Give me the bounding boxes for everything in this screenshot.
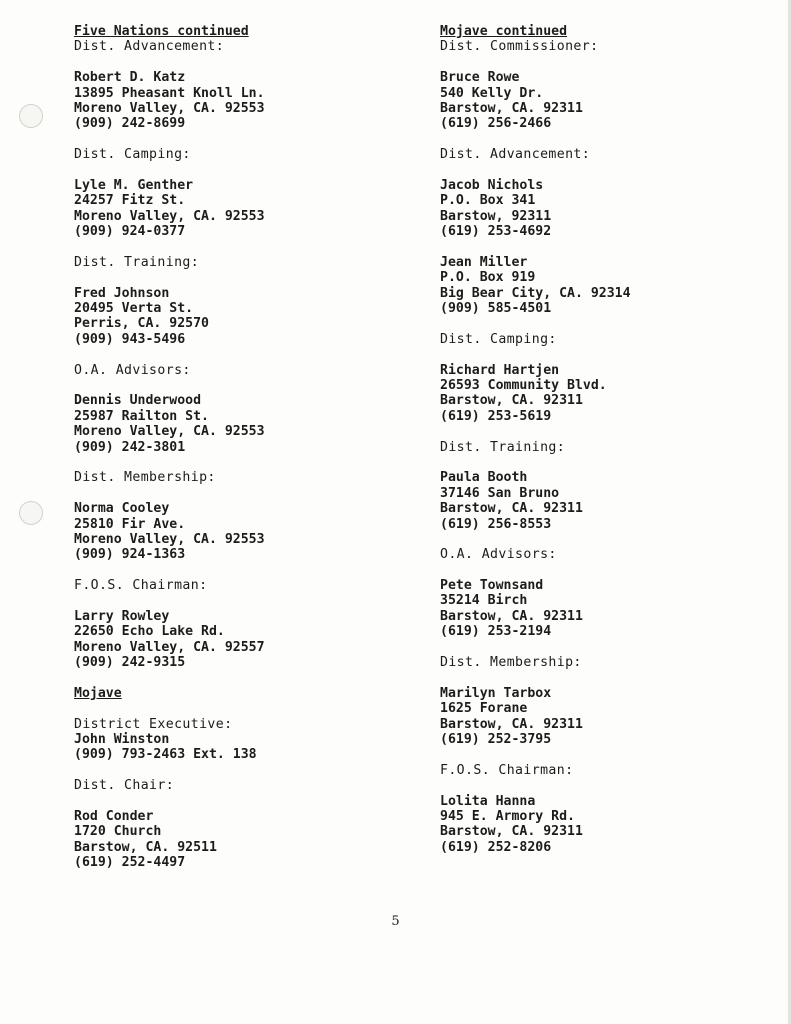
phone-number: (909) 242-9315 bbox=[74, 655, 186, 671]
person-name: Norma Cooley bbox=[74, 501, 170, 517]
blank-line bbox=[74, 563, 404, 578]
address-line: P.O. Box 341 bbox=[440, 193, 536, 209]
blank-line bbox=[440, 563, 770, 578]
role-label: F.O.S. Chairman: bbox=[74, 578, 208, 594]
blank-line bbox=[440, 239, 770, 254]
address-line: 945 E. Armory Rd. bbox=[440, 808, 575, 824]
blank-line bbox=[74, 486, 404, 501]
blank-line bbox=[440, 55, 770, 70]
address-line: 540 Kelly Dr. bbox=[440, 85, 544, 101]
phone-number: (909) 242-8699 bbox=[74, 116, 186, 132]
page-number: 5 bbox=[391, 914, 400, 929]
person-name: Pete Townsand bbox=[440, 578, 544, 594]
phone-number: (909) 924-0377 bbox=[74, 224, 186, 240]
address-line: Barstow, 92311 bbox=[440, 208, 552, 224]
blank-line bbox=[74, 670, 404, 685]
phone-number: (619) 253-5619 bbox=[440, 408, 552, 424]
address-line: 35214 Birch bbox=[440, 593, 528, 609]
address-line: P.O. Box 919 bbox=[440, 270, 536, 286]
address-line: 25987 Railton St. bbox=[74, 408, 209, 424]
address-line: 1720 Church bbox=[74, 824, 162, 840]
address-line: 20495 Verta St. bbox=[74, 301, 194, 317]
phone-number: (619) 252-4497 bbox=[74, 855, 186, 871]
role-label: Dist. Training: bbox=[440, 439, 566, 455]
role-label: District Executive: bbox=[74, 716, 233, 732]
role-label: Dist. Training: bbox=[74, 254, 200, 270]
blank-line bbox=[440, 347, 770, 362]
address-line: Barstow, CA. 92311 bbox=[440, 824, 583, 840]
person-name: Lolita Hanna bbox=[440, 793, 536, 809]
blank-line bbox=[74, 270, 404, 285]
blank-line bbox=[440, 424, 770, 439]
person-name: Dennis Underwood bbox=[74, 393, 202, 409]
address-line: 25810 Fir Ave. bbox=[74, 516, 186, 532]
punch-hole bbox=[19, 104, 43, 128]
address-line: Moreno Valley, CA. 92553 bbox=[74, 100, 265, 116]
address-line: Moreno Valley, CA. 92553 bbox=[74, 424, 265, 440]
role-label: Dist. Camping: bbox=[74, 147, 191, 163]
role-label: Dist. Membership: bbox=[440, 655, 582, 671]
blank-line bbox=[74, 763, 404, 778]
blank-line bbox=[440, 455, 770, 470]
address-line: 13895 Pheasant Knoll Ln. bbox=[74, 85, 265, 101]
phone-number: (909) 943-5496 bbox=[74, 331, 186, 347]
blank-line bbox=[74, 163, 404, 178]
address-line: Barstow, CA. 92311 bbox=[440, 501, 583, 517]
section-heading: Five Nations continued bbox=[74, 24, 249, 39]
section-heading: Mojave bbox=[74, 685, 122, 701]
blank-line bbox=[440, 132, 770, 147]
address-line: Big Bear City, CA. 92314 bbox=[440, 285, 631, 301]
address-line: Barstow, CA. 92511 bbox=[74, 839, 217, 855]
role-label: F.O.S. Chairman: bbox=[440, 762, 574, 778]
blank-line bbox=[74, 701, 404, 716]
address-line: 1625 Forane bbox=[440, 701, 528, 717]
address-line: Moreno Valley, CA. 92557 bbox=[74, 639, 265, 655]
role-label: O.A. Advisors: bbox=[440, 547, 557, 563]
person-name: Robert D. Katz bbox=[74, 70, 186, 86]
blank-line bbox=[74, 132, 404, 147]
person-name: Jacob Nichols bbox=[440, 177, 544, 193]
phone-number: (909) 793-2463 Ext. 138 bbox=[74, 747, 257, 763]
blank-line bbox=[74, 55, 404, 70]
blank-line bbox=[440, 747, 770, 762]
blank-line bbox=[440, 778, 770, 793]
address-line: 24257 Fitz St. bbox=[74, 193, 186, 209]
role-label: Dist. Commissioner: bbox=[440, 39, 599, 55]
blank-line bbox=[440, 640, 770, 655]
person-name: Larry Rowley bbox=[74, 608, 170, 624]
blank-line bbox=[74, 593, 404, 608]
role-label: O.A. Advisors: bbox=[74, 362, 191, 378]
person-name: Paula Booth bbox=[440, 470, 528, 486]
blank-line bbox=[440, 163, 770, 178]
address-line: Barstow, CA. 92311 bbox=[440, 608, 583, 624]
left-column bbox=[74, 24, 404, 870]
address-line: 26593 Community Blvd. bbox=[440, 377, 607, 393]
person-name: Lyle M. Genther bbox=[74, 177, 194, 193]
punch-hole bbox=[19, 501, 43, 525]
phone-number: (619) 253-2194 bbox=[440, 624, 552, 640]
phone-number: (619) 252-8206 bbox=[440, 839, 552, 855]
address-line: Moreno Valley, CA. 92553 bbox=[74, 208, 265, 224]
phone-number: (619) 252-3795 bbox=[440, 731, 552, 747]
person-name: Richard Hartjen bbox=[440, 362, 560, 378]
phone-number: (909) 924-1363 bbox=[74, 547, 186, 563]
address-line: 22650 Echo Lake Rd. bbox=[74, 624, 225, 640]
phone-number: (619) 253-4692 bbox=[440, 224, 552, 240]
phone-number: (619) 256-2466 bbox=[440, 116, 552, 132]
role-label: Dist. Advancement: bbox=[440, 147, 591, 163]
blank-line bbox=[74, 347, 404, 362]
phone-number: (619) 256-8553 bbox=[440, 516, 552, 532]
blank-line bbox=[74, 239, 404, 254]
phone-number: (909) 242-3801 bbox=[74, 439, 186, 455]
role-label: Dist. Advancement: bbox=[74, 39, 225, 55]
person-name: Jean Miller bbox=[440, 254, 528, 270]
person-name: Rod Conder bbox=[74, 808, 154, 824]
role-label: Dist. Chair: bbox=[74, 778, 175, 794]
person-name: Bruce Rowe bbox=[440, 70, 520, 86]
section-heading: Mojave continued bbox=[440, 24, 568, 39]
person-name: Fred Johnson bbox=[74, 285, 170, 301]
address-line: 37146 San Bruno bbox=[440, 485, 560, 501]
blank-line bbox=[440, 532, 770, 547]
role-label: Dist. Membership: bbox=[74, 470, 216, 486]
role-label: Dist. Camping: bbox=[440, 331, 557, 347]
address-line: Barstow, CA. 92311 bbox=[440, 716, 583, 732]
address-line: Barstow, CA. 92311 bbox=[440, 393, 583, 409]
blank-line bbox=[74, 455, 404, 470]
phone-number: (909) 585-4501 bbox=[440, 301, 552, 317]
blank-line bbox=[74, 794, 404, 809]
person-name: John Winston bbox=[74, 731, 170, 747]
address-line: Perris, CA. 92570 bbox=[74, 316, 209, 332]
person-name: Marilyn Tarbox bbox=[440, 685, 552, 701]
blank-line bbox=[440, 316, 770, 331]
address-line: Moreno Valley, CA. 92553 bbox=[74, 531, 265, 547]
address-line: Barstow, CA. 92311 bbox=[440, 100, 583, 116]
right-column bbox=[440, 24, 770, 855]
blank-line bbox=[74, 378, 404, 393]
blank-line bbox=[440, 670, 770, 685]
